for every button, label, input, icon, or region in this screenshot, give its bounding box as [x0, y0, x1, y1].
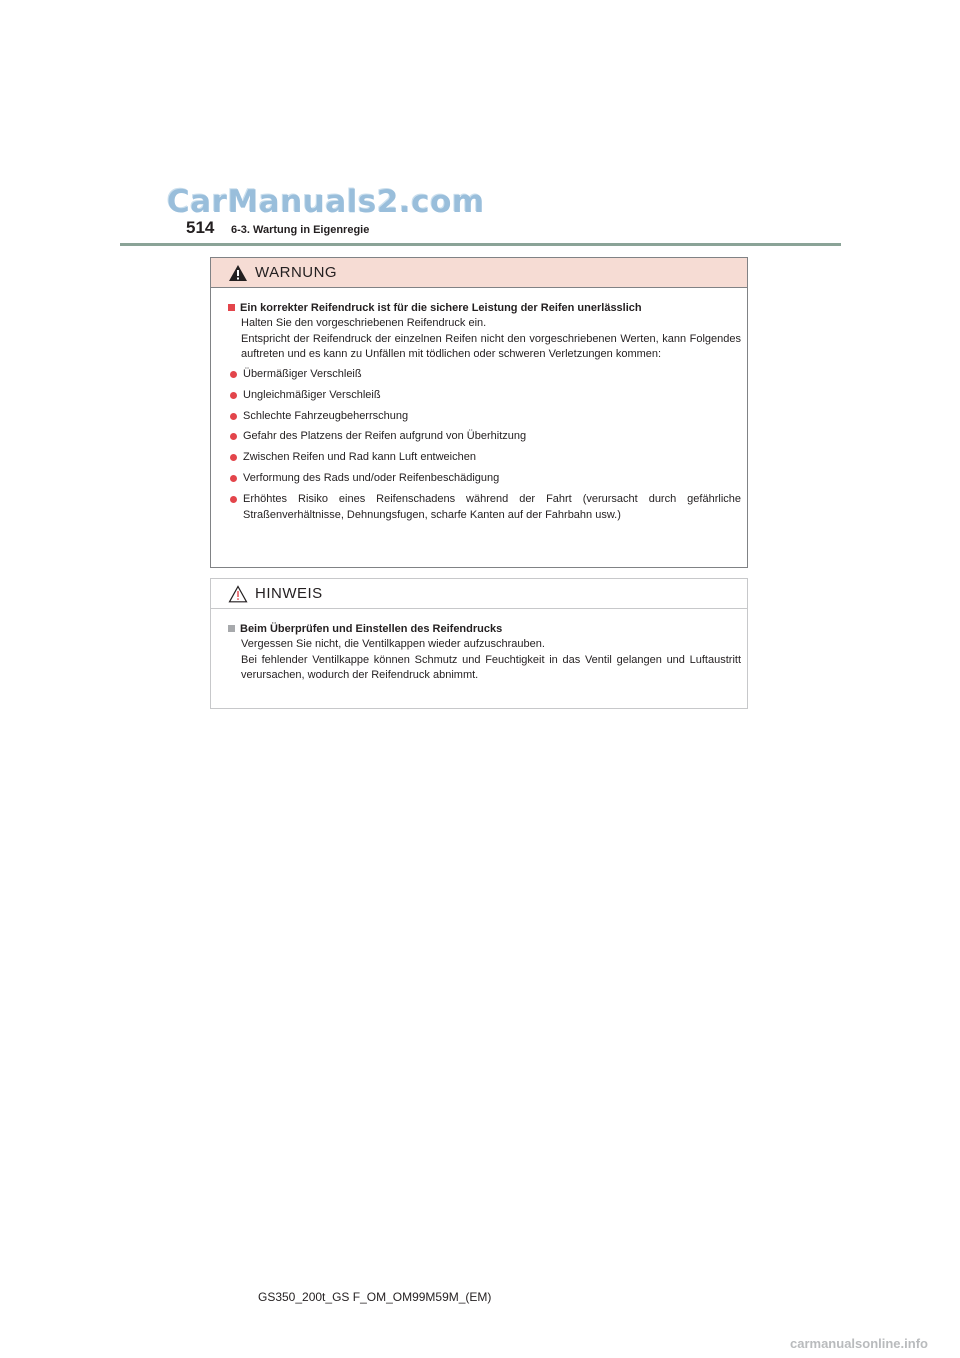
- watermark-logo-top: CarManuals2.com: [167, 184, 485, 220]
- round-bullet-icon: [230, 496, 237, 503]
- list-item: [228, 492, 741, 523]
- round-bullet-icon: [230, 433, 237, 440]
- warning-header: [211, 258, 747, 288]
- round-bullet-icon: [230, 454, 237, 461]
- list-item-text: Zwischen Reifen und Rad kann Luft entweichen: [243, 451, 476, 464]
- notice-box: [210, 578, 748, 709]
- square-bullet-icon: [228, 304, 235, 311]
- warning-paragraph: Entspricht der Reifendruck der einzelnen Reifen nicht den vorgeschriebenen Werten, kann Folgendes auftreten und es kann zu Unfällen mit tödlichen oder schweren Verletzungen kommen:: [241, 332, 741, 361]
- watermark-footer: carmanualsonline.info: [790, 1336, 928, 1351]
- round-bullet-icon: [230, 475, 237, 482]
- warning-body: [211, 288, 747, 523]
- round-bullet-icon: [230, 413, 237, 420]
- notice-body: [211, 609, 747, 684]
- list-item: [228, 429, 741, 445]
- warning-heading: [228, 300, 741, 316]
- warning-paragraph: Halten Sie den vorgeschriebenen Reifendruck ein.: [241, 317, 487, 329]
- list-item-text: Gefahr des Platzens der Reifen aufgrund von Überhitzung: [243, 430, 527, 443]
- notice-paragraph: Bei fehlender Ventilkappe können Schmutz und Feuchtigkeit in das Ventil gelangen und Luftaustritt verursachen, wodurch der Reifendruck abnimmt.: [241, 653, 741, 682]
- square-bullet-icon: [228, 625, 235, 632]
- notice-heading: [228, 621, 741, 637]
- list-item-text: Verformung des Rads und/oder Reifenbeschädigung: [243, 472, 500, 485]
- list-item-text: Übermäßiger Verschleiß: [243, 367, 362, 380]
- page-number: 514: [186, 218, 215, 237]
- list-item-text: Erhöhtes Risiko eines Reifenschadens während der Fahrt (verursacht durch gefährliche Straßenverhältnisse, Dehnungsfugen, scharfe Kanten auf der Fahrbahn usw.): [243, 493, 741, 521]
- round-bullet-icon: [230, 392, 237, 399]
- document-code: GS350_200t_GS F_OM_OM99M59M_(EM): [258, 1290, 492, 1304]
- notice-paragraph: Vergessen Sie nicht, die Ventilkappen wieder aufzuschrauben.: [241, 638, 545, 650]
- list-item: [228, 450, 741, 466]
- list-item-text: Schlechte Fahrzeugbeherrschung: [243, 409, 409, 422]
- list-item-text: Ungleichmäßiger Verschleiß: [243, 388, 381, 401]
- warning-bullet-list: [228, 367, 741, 524]
- list-item: [228, 409, 741, 425]
- section-title: 6-3. Wartung in Eigenregie: [231, 224, 370, 236]
- notice-title: HINWEIS: [255, 585, 323, 602]
- warning-box: [210, 257, 748, 568]
- warning-triangle-icon: [228, 264, 248, 282]
- round-bullet-icon: [230, 371, 237, 378]
- notice-triangle-icon: [228, 585, 248, 603]
- warning-title: WARNUNG: [255, 264, 338, 281]
- notice-heading-text: Beim Überprüfen und Einstellen des Reifendrucks: [240, 623, 503, 635]
- notice-header: [211, 579, 747, 609]
- warning-heading-text: Ein korrekter Reifendruck ist für die sichere Leistung der Reifen unerlässlich: [240, 302, 642, 314]
- header-divider: [120, 243, 841, 246]
- list-item: [228, 367, 741, 383]
- list-item: [228, 471, 741, 487]
- list-item: [228, 388, 741, 404]
